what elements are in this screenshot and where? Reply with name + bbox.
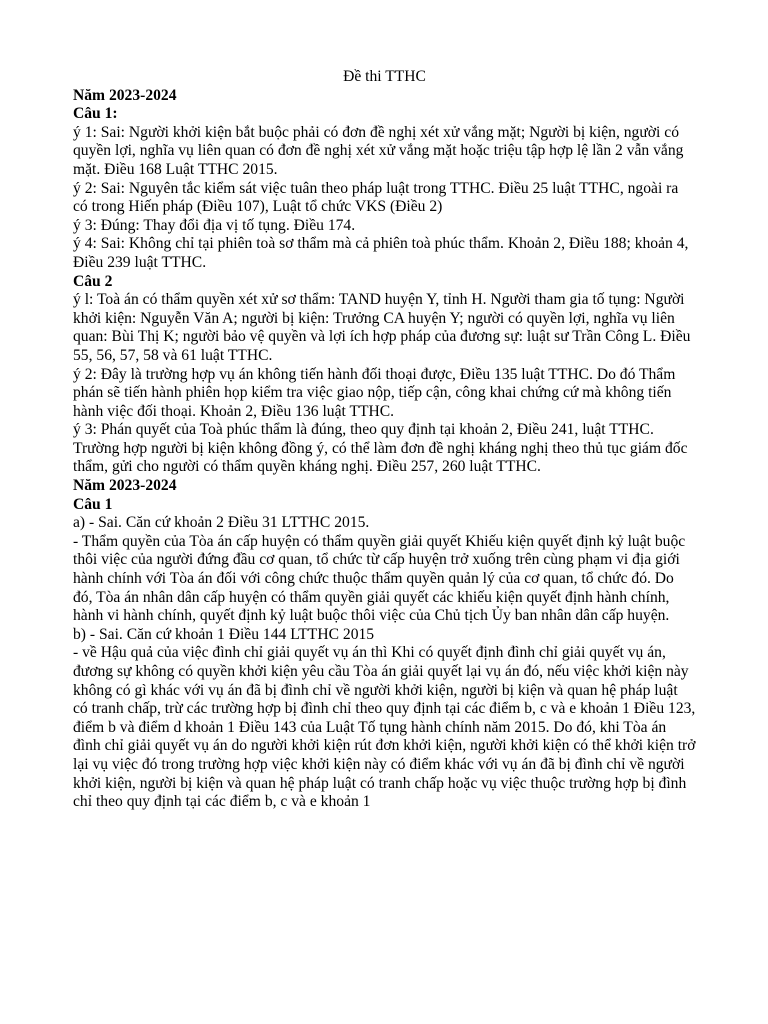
paragraph: - Thẩm quyền của Tòa án cấp huyện có thẩm quyền giải quyết Khiếu kiện quyết định kỷ luật buộc thôi việc của người đứng đầu cơ quan, tổ chức từ cấp huyện trở xuống trên cùng phạm vi địa giới hành chính với Tòa án đối với công chức thuộc thẩm quyền quản lý của cơ quan, tổ chức đó. Do đó, Tòa án nhân dân cấp huyện có thẩm quyền giải quyết các khiếu kiện quyết định hành chính, hành vi hành chính, quyết định kỷ luật buộc thôi việc của Chủ tịch Ủy ban nhân dân cấp huyện.	[73, 532, 686, 625]
paragraph: ý 2: Sai: Nguyên tắc kiểm sát việc tuân theo pháp luật trong TTHC. Điều 25 luật TTHC, ngoài ra có trong Hiến pháp (Điều 107), Luật tổ chức VKS (Điều 2)	[73, 179, 679, 216]
section-heading: Câu 1:	[73, 105, 118, 123]
section-heading: Câu 2	[73, 272, 113, 290]
section-heading: Năm 2023-2024	[73, 477, 177, 495]
section-heading: Câu 1	[73, 495, 113, 513]
section-heading: Năm 2023-2024	[73, 86, 177, 104]
paragraph: b) - Sai. Căn cứ khoản 1 Điều 144 LTTHC 2015	[73, 625, 375, 643]
paragraph: - về Hậu quả của việc đình chỉ giải quyết vụ án thì Khi có quyết định đình chỉ giải quyết vụ án, đương sự không có quyền khởi kiện yêu cầu Tòa án giải quyết lại vụ án đó, nếu việc khởi kiện này không có gì khác với vụ án đã bị đình chỉ về người khởi kiện, người bị kiện và quan hệ pháp luật có tranh chấp, trừ các trường hợp bị đình chỉ theo quy định tại các điểm b, c và e khoản 1 Điều 123, điểm b và điểm d khoản 1 Điều 143 của Luật Tố tụng hành chính năm 2015. Do đó, khi Tòa án đình chỉ giải quyết vụ án do người khởi kiện rút đơn khởi kiện, người khởi kiện có thể khởi kiện trở lại vụ việc đó trong trường hợp việc khởi kiện này có điểm khác với vụ án đã bị đình chỉ về người khởi kiện, người bị kiện và quan hệ pháp luật có tranh chấp hoặc vụ việc thuộc trường hợp bị đình chỉ theo quy định tại các điểm b, c và e khoản 1	[73, 644, 696, 811]
paragraph: a) - Sai. Căn cứ khoản 2 Điều 31 LTTHC 2015.	[73, 514, 370, 532]
document-body	[73, 87, 696, 812]
paragraph: ý 3: Phán quyết của Toà phúc thẩm là đúng, theo quy định tại khoản 2, Điều 241, luật TTHC.	[73, 421, 654, 439]
paragraph: ý 4: Sai: Không chỉ tại phiên toà sơ thẩm mà cả phiên toà phúc thẩm. Khoản 2, Điều 188; khoản 4, Điều 239 luật TTHC.	[73, 235, 689, 271]
paragraph: Trường hợp người bị kiện không đồng ý, có thể làm đơn đề nghị kháng nghị theo thủ tục giám đốc thẩm, gửi cho người có thẩm quyền kháng nghị. Điều 257, 260 luật TTHC.	[73, 439, 688, 476]
paragraph: ý 3: Đúng: Thay đổi địa vị tố tụng. Điều 174.	[73, 216, 356, 234]
paragraph: ý 1: Sai: Người khởi kiện bắt buộc phải có đơn đề nghị xét xử vắng mặt; Người bị kiện, người có quyền lợi, nghĩa vụ liên quan có đơn đề nghị xét xử vắng mặt hoặc triệu tập hợp lệ lần 2 vẫn vắng mặt. Điều 168 Luật TTHC 2015.	[73, 123, 684, 178]
paragraph: ý l: Toà án có thẩm quyền xét xử sơ thẩm: TAND huyện Y, tỉnh H. Người tham gia tố tụng: Người khởi kiện: Nguyễn Văn A; người bị kiện: Trưởng CA huyện Y; người có quyền lợi, nghĩa vụ liên quan: Bùi Thị K; người bảo vệ quyền và lợi ích hợp pháp của đương sự: luật sư Trần Công L. Điều 55, 56, 57, 58 và 61 luật TTHC.	[73, 291, 691, 364]
document-title: Đề thi TTHC	[343, 68, 426, 85]
paragraph: ý 2: Đây là trường hợp vụ án không tiến hành đối thoại được, Điều 135 luật TTHC. Do đó Thẩm phán sẽ tiến hành phiên họp kiểm tra việc giao nộp, tiếp cận, công khai chứng cứ mà không tiến hành việc đối thoại. Khoản 2, Điều 136 luật TTHC.	[73, 365, 676, 420]
